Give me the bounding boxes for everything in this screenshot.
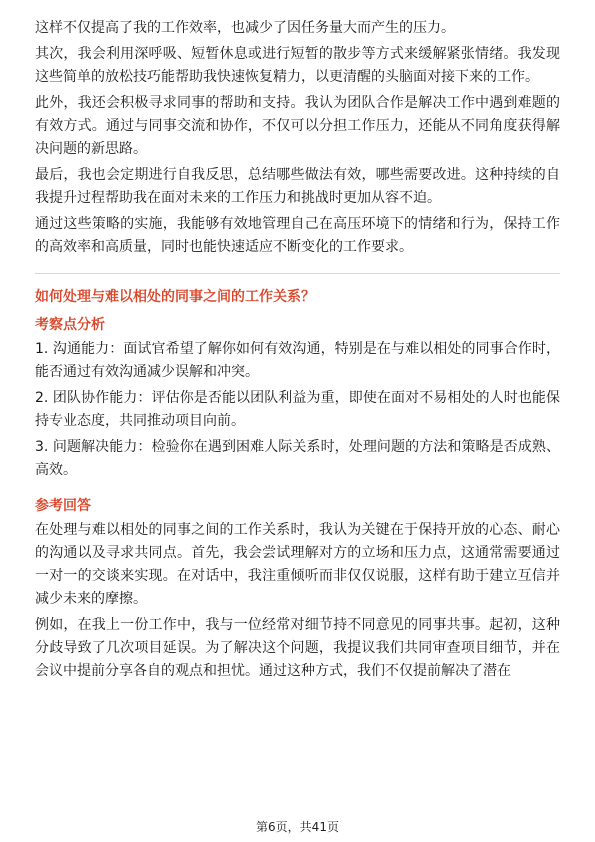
analysis-heading: 考察点分析: [35, 317, 105, 333]
intro-paragraph: 此外，我还会积极寻求同事的帮助和支持。我认为团队合作是解决工作中遇到难题的有效方式。通过与同事交流和协作，不仅可以分担工作压力，还能从不同角度获得解决问题的新思路。: [35, 95, 560, 157]
intro-paragraph: 其次，我会利用深呼吸、短暂休息或进行短暂的散步等方式来缓解紧张情绪。我发现这些简单的放松技巧能帮助我快速恢复精力，以更清醒的头脑面对接下来的工作。: [35, 46, 560, 85]
intro-paragraph: 最后，我也会定期进行自我反思，总结哪些做法有效，哪些需要改进。这种持续的自我提升过程帮助我在面对未来的工作压力和挑战时更加从容不迫。: [35, 167, 560, 206]
section-spacer: [35, 485, 560, 495]
analysis-item: 2. 团队协作能力：评估你是否能以团队利益为重，即使在面对不易相处的人时也能保持专业态度，共同推动项目向前。: [35, 390, 560, 429]
page-content: [35, 17, 560, 686]
page-number: 第6页，共41页: [256, 820, 339, 834]
intro-paragraph: 通过这些策略的实施，我能够有效地管理自己在高压环境下的情绪和行为，保持工作的高效率和高质量，同时也能快速适应不断变化的工作要求。: [35, 216, 560, 255]
analysis-item: 1. 沟通能力：面试官希望了解你如何有效沟通，特别是在与难以相处的同事合作时，能否通过有效沟通减少误解和冲突。: [35, 341, 560, 380]
section-divider: [35, 273, 560, 274]
question-title: 如何处理与难以相处的同事之间的工作关系？: [35, 289, 315, 305]
analysis-item: 3. 问题解决能力：检验你在遇到困难人际关系时，处理问题的方法和策略是否成熟、高效。: [35, 439, 560, 478]
intro-paragraph: 这样不仅提高了我的工作效率，也减少了因任务量大而产生的压力。: [35, 20, 455, 36]
answer-heading: 参考回答: [35, 498, 91, 514]
answer-paragraph: 在处理与难以相处的同事之间的工作关系时，我认为关键在于保持开放的心态、耐心的沟通以及寻求共同点。首先，我会尝试理解对方的立场和压力点，这通常需要通过一对一的交谈来实现。在对话中，我注重倾听而非仅仅说服，这样有助于建立互信并减少未来的摩擦。: [35, 522, 560, 607]
answer-paragraph: 例如，在我上一份工作中，我与一位经常对细节持不同意见的同事共事。起初，这种分歧导致了几次项目延误。为了解决这个问题，我提议我们共同审查项目细节，并在会议中提前分享各自的观点和担忧。通过这种方式，我们不仅提前解决了潜在: [35, 617, 560, 679]
